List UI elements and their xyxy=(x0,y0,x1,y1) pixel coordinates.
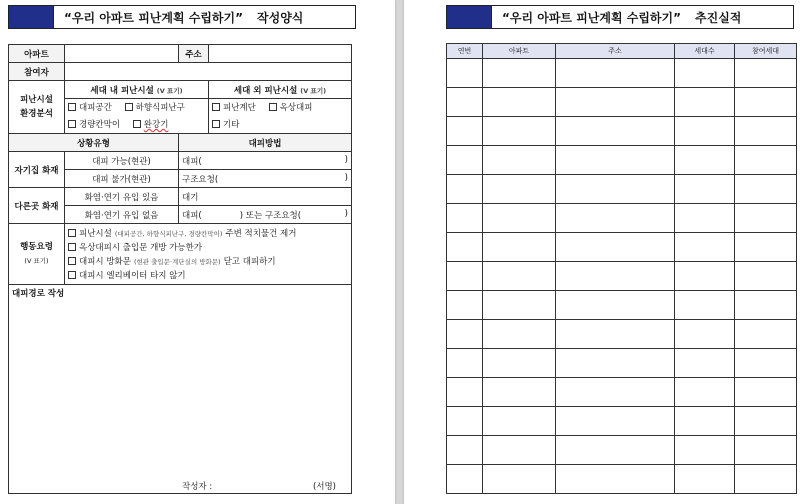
option-label: 대피공간 xyxy=(79,103,112,113)
record-column-header: 참여세대 xyxy=(735,44,797,59)
option-downward-hatch[interactable] xyxy=(125,101,185,113)
table-cell[interactable] xyxy=(447,204,483,233)
table-row xyxy=(447,204,797,233)
table-cell[interactable] xyxy=(675,436,735,465)
participants-value[interactable] xyxy=(65,63,352,81)
own-fire-method-1[interactable] xyxy=(179,152,352,170)
action-label-line2: (V 표기) xyxy=(24,257,49,265)
checkbox-icon[interactable] xyxy=(68,271,76,279)
table-cell[interactable] xyxy=(447,88,483,117)
title-color-block xyxy=(9,6,54,28)
table-cell[interactable] xyxy=(556,436,675,465)
table-cell[interactable] xyxy=(447,117,483,146)
table-cell[interactable] xyxy=(556,262,675,291)
action-1-tail: 주변 적치물건 제거 xyxy=(225,229,297,239)
table-cell[interactable] xyxy=(483,378,556,407)
table-row xyxy=(447,320,797,349)
table-cell[interactable] xyxy=(735,465,797,494)
table-cell[interactable] xyxy=(447,146,483,175)
record-table-body xyxy=(447,59,797,494)
record-title-bar xyxy=(446,5,794,29)
env-label-line1: 피난시설 xyxy=(20,95,53,105)
action-item-3[interactable] xyxy=(68,254,348,268)
table-cell[interactable] xyxy=(735,146,797,175)
option-refuge-space[interactable] xyxy=(68,101,112,113)
table-cell[interactable] xyxy=(556,378,675,407)
table-cell[interactable] xyxy=(556,175,675,204)
participants-label: 참여자 xyxy=(9,63,65,81)
method-header: 대피방법 xyxy=(179,134,352,152)
other-fire-label: 다른곳 화재 xyxy=(9,188,65,224)
situation-header: 상황유형 xyxy=(9,134,179,152)
apt-label: 아파트 xyxy=(9,45,65,63)
table-cell[interactable] xyxy=(447,233,483,262)
table-cell[interactable] xyxy=(483,349,556,378)
table-cell[interactable] xyxy=(483,291,556,320)
record-column-header: 연번 xyxy=(447,44,483,59)
close-paren: ) xyxy=(344,154,348,165)
form-row-author xyxy=(9,479,352,494)
record-column-header: 주소 xyxy=(556,44,675,59)
record-table xyxy=(446,43,797,494)
table-cell[interactable] xyxy=(735,204,797,233)
table-cell[interactable] xyxy=(675,291,735,320)
table-cell[interactable] xyxy=(483,175,556,204)
table-cell[interactable] xyxy=(483,233,556,262)
table-cell[interactable] xyxy=(556,233,675,262)
table-row xyxy=(447,291,797,320)
table-cell[interactable] xyxy=(675,378,735,407)
option-light-partition[interactable] xyxy=(68,118,120,130)
other-fire-method-1[interactable]: 대기 xyxy=(179,188,352,206)
table-cell[interactable] xyxy=(447,291,483,320)
table-cell[interactable] xyxy=(556,88,675,117)
table-cell[interactable] xyxy=(675,465,735,494)
table-cell[interactable] xyxy=(483,88,556,117)
option-label: 완강기 xyxy=(143,120,169,130)
option-stairs[interactable] xyxy=(212,101,256,113)
form-row-other-fire-1 xyxy=(9,188,352,206)
table-row xyxy=(447,262,797,291)
method-text: 대피( xyxy=(182,156,202,167)
record-title xyxy=(492,6,741,28)
checkbox-icon[interactable] xyxy=(212,120,220,128)
table-cell[interactable] xyxy=(483,146,556,175)
own-fire-cond-2: 대피 불가(현관) xyxy=(65,170,179,188)
table-cell[interactable] xyxy=(447,262,483,291)
addr-label: 주소 xyxy=(179,45,209,63)
table-row xyxy=(447,465,797,494)
table-cell[interactable] xyxy=(447,349,483,378)
table-cell[interactable] xyxy=(447,407,483,436)
outer-header-main: 세대 외 피난시설 xyxy=(233,85,298,96)
table-cell[interactable] xyxy=(556,117,675,146)
form-row-env-header xyxy=(9,81,352,99)
table-row xyxy=(447,146,797,175)
action-1-main: 피난시설 xyxy=(79,229,112,239)
option-label: 옥상대피 xyxy=(279,103,313,113)
record-title-sub: 추진실적 xyxy=(695,10,742,25)
other-fire-cond-1: 화염·연기 유입 있음 xyxy=(65,188,179,206)
option-label: 피난계단 xyxy=(223,103,256,113)
record-title-main: “우리 아파트 피난계획 수립하기” xyxy=(502,10,682,25)
action-3-main: 대피시 방화문 xyxy=(79,257,131,267)
table-cell[interactable] xyxy=(556,59,675,88)
form-page xyxy=(0,0,395,504)
action-3-small: (현관 출입문·계단실의 방화문) xyxy=(133,257,221,266)
form-title-sub: 작성양식 xyxy=(257,10,304,25)
table-cell[interactable] xyxy=(556,349,675,378)
table-cell[interactable] xyxy=(483,262,556,291)
route-drawing-area[interactable] xyxy=(9,285,352,480)
table-row xyxy=(447,378,797,407)
sign-label: (서명) xyxy=(312,482,336,492)
checkbox-icon[interactable] xyxy=(269,103,277,111)
action-2-text: 옥상대피시 출입문 개방 가능한가 xyxy=(79,243,203,253)
table-row xyxy=(447,436,797,465)
table-cell[interactable] xyxy=(675,320,735,349)
table-cell[interactable] xyxy=(735,378,797,407)
checkbox-icon[interactable] xyxy=(68,243,76,251)
action-label-line1: 행동요령 xyxy=(20,242,53,252)
table-row xyxy=(447,88,797,117)
table-cell[interactable] xyxy=(675,204,735,233)
outer-options-row1 xyxy=(209,99,352,117)
inner-options-row1 xyxy=(65,99,209,117)
option-label: 하향식피난구 xyxy=(135,103,185,113)
checkbox-icon[interactable] xyxy=(68,103,76,111)
form-row-participants xyxy=(9,63,352,81)
close-paren: ) xyxy=(344,172,348,183)
table-cell[interactable] xyxy=(483,59,556,88)
checkbox-icon[interactable] xyxy=(133,120,141,128)
own-fire-cond-1: 대피 가능(현관) xyxy=(65,152,179,170)
table-row xyxy=(447,407,797,436)
table-cell[interactable] xyxy=(447,175,483,204)
checkbox-icon[interactable] xyxy=(68,120,76,128)
table-cell[interactable] xyxy=(483,436,556,465)
table-cell[interactable] xyxy=(735,233,797,262)
record-column-header: 세대수 xyxy=(675,44,735,59)
table-cell[interactable] xyxy=(556,204,675,233)
action-4-text: 대피시 엘리베이터 타지 않기 xyxy=(79,271,186,281)
table-cell[interactable] xyxy=(675,146,735,175)
table-cell[interactable] xyxy=(675,175,735,204)
table-row xyxy=(447,117,797,146)
table-cell[interactable] xyxy=(735,407,797,436)
table-cell[interactable] xyxy=(447,465,483,494)
inner-header-note: (V 표기) xyxy=(156,86,183,95)
table-cell[interactable] xyxy=(675,349,735,378)
other-fire-method-2[interactable] xyxy=(179,206,352,224)
table-cell[interactable] xyxy=(483,465,556,494)
table-cell[interactable] xyxy=(675,88,735,117)
table-cell[interactable] xyxy=(735,88,797,117)
checkbox-icon[interactable] xyxy=(68,257,76,265)
inner-options-row2 xyxy=(65,116,209,134)
table-cell[interactable] xyxy=(735,117,797,146)
action-3-tail: 닫고 대피하기 xyxy=(223,257,276,267)
table-row xyxy=(447,349,797,378)
form-title xyxy=(54,6,303,28)
table-cell[interactable] xyxy=(735,262,797,291)
method-text: 구조요청( xyxy=(182,174,219,185)
form-row-own-fire-1 xyxy=(9,152,352,170)
author-label: 작성자 : xyxy=(182,482,213,492)
action-list xyxy=(65,224,352,285)
table-cell[interactable] xyxy=(675,233,735,262)
outer-facility-header xyxy=(209,81,352,99)
own-fire-method-2[interactable] xyxy=(179,170,352,188)
action-item-1[interactable] xyxy=(68,226,348,240)
env-label-line2: 환경분석 xyxy=(20,109,53,119)
table-cell[interactable] xyxy=(735,291,797,320)
inner-header-main: 세대 내 피난시설 xyxy=(90,85,154,96)
route-label: 대피경로 작성 xyxy=(12,289,65,299)
action-item-2[interactable] xyxy=(68,240,348,254)
table-cell[interactable] xyxy=(447,59,483,88)
action-label xyxy=(9,224,65,285)
checkbox-icon[interactable] xyxy=(68,229,76,237)
form-row-actions xyxy=(9,224,352,285)
close-paren: ) xyxy=(344,208,348,219)
table-cell[interactable] xyxy=(447,320,483,349)
table-cell[interactable] xyxy=(556,146,675,175)
table-row xyxy=(447,175,797,204)
table-cell[interactable] xyxy=(735,175,797,204)
table-cell[interactable] xyxy=(556,465,675,494)
record-page xyxy=(404,0,800,504)
form-title-main: “우리 아파트 피난계획 수립하기” xyxy=(64,10,244,25)
author-row xyxy=(9,479,352,494)
form-row-route xyxy=(9,285,352,480)
form-title-bar xyxy=(8,5,356,29)
table-cell[interactable] xyxy=(675,59,735,88)
table-row xyxy=(447,59,797,88)
table-cell[interactable] xyxy=(447,436,483,465)
method-text-a: 대피( xyxy=(182,210,202,221)
title-color-block xyxy=(447,6,492,28)
record-column-header: 아파트 xyxy=(483,44,556,59)
evacuation-form-table xyxy=(8,44,352,494)
action-item-4[interactable] xyxy=(68,268,348,282)
checkbox-icon[interactable] xyxy=(212,103,220,111)
table-cell[interactable] xyxy=(556,407,675,436)
table-cell[interactable] xyxy=(675,117,735,146)
table-cell[interactable] xyxy=(735,349,797,378)
method-text-b: ) 또는 구조요청( xyxy=(239,210,302,221)
checkbox-icon[interactable] xyxy=(125,103,133,111)
apt-value[interactable] xyxy=(65,45,179,63)
table-cell[interactable] xyxy=(556,291,675,320)
action-1-small: (대피공간, 하향식피난구, 경량칸막이) xyxy=(114,229,223,238)
table-cell[interactable] xyxy=(483,320,556,349)
table-cell[interactable] xyxy=(483,407,556,436)
own-fire-label: 자기집 화재 xyxy=(9,152,65,188)
other-fire-cond-2: 화염·연기 유입 없음 xyxy=(65,206,179,224)
table-cell[interactable] xyxy=(675,262,735,291)
table-cell[interactable] xyxy=(735,59,797,88)
option-rooftop[interactable] xyxy=(269,101,313,113)
table-row xyxy=(447,233,797,262)
form-row-apartment xyxy=(9,45,352,63)
form-row-situation-header xyxy=(9,134,352,152)
option-label: 경량칸막이 xyxy=(79,120,121,130)
outer-header-note: (V 표기) xyxy=(300,86,327,95)
table-cell[interactable] xyxy=(483,204,556,233)
table-cell[interactable] xyxy=(483,117,556,146)
option-descender[interactable] xyxy=(133,118,169,130)
outer-options-row2 xyxy=(209,116,352,134)
option-label: 기타 xyxy=(223,120,240,130)
table-cell[interactable] xyxy=(556,320,675,349)
option-other[interactable] xyxy=(212,118,239,130)
table-cell[interactable] xyxy=(735,436,797,465)
inner-facility-header xyxy=(65,81,209,99)
table-cell[interactable] xyxy=(735,320,797,349)
table-cell[interactable] xyxy=(675,407,735,436)
record-table-header xyxy=(447,44,797,59)
env-analysis-label xyxy=(9,81,65,134)
addr-value[interactable] xyxy=(209,45,352,63)
table-cell[interactable] xyxy=(447,378,483,407)
